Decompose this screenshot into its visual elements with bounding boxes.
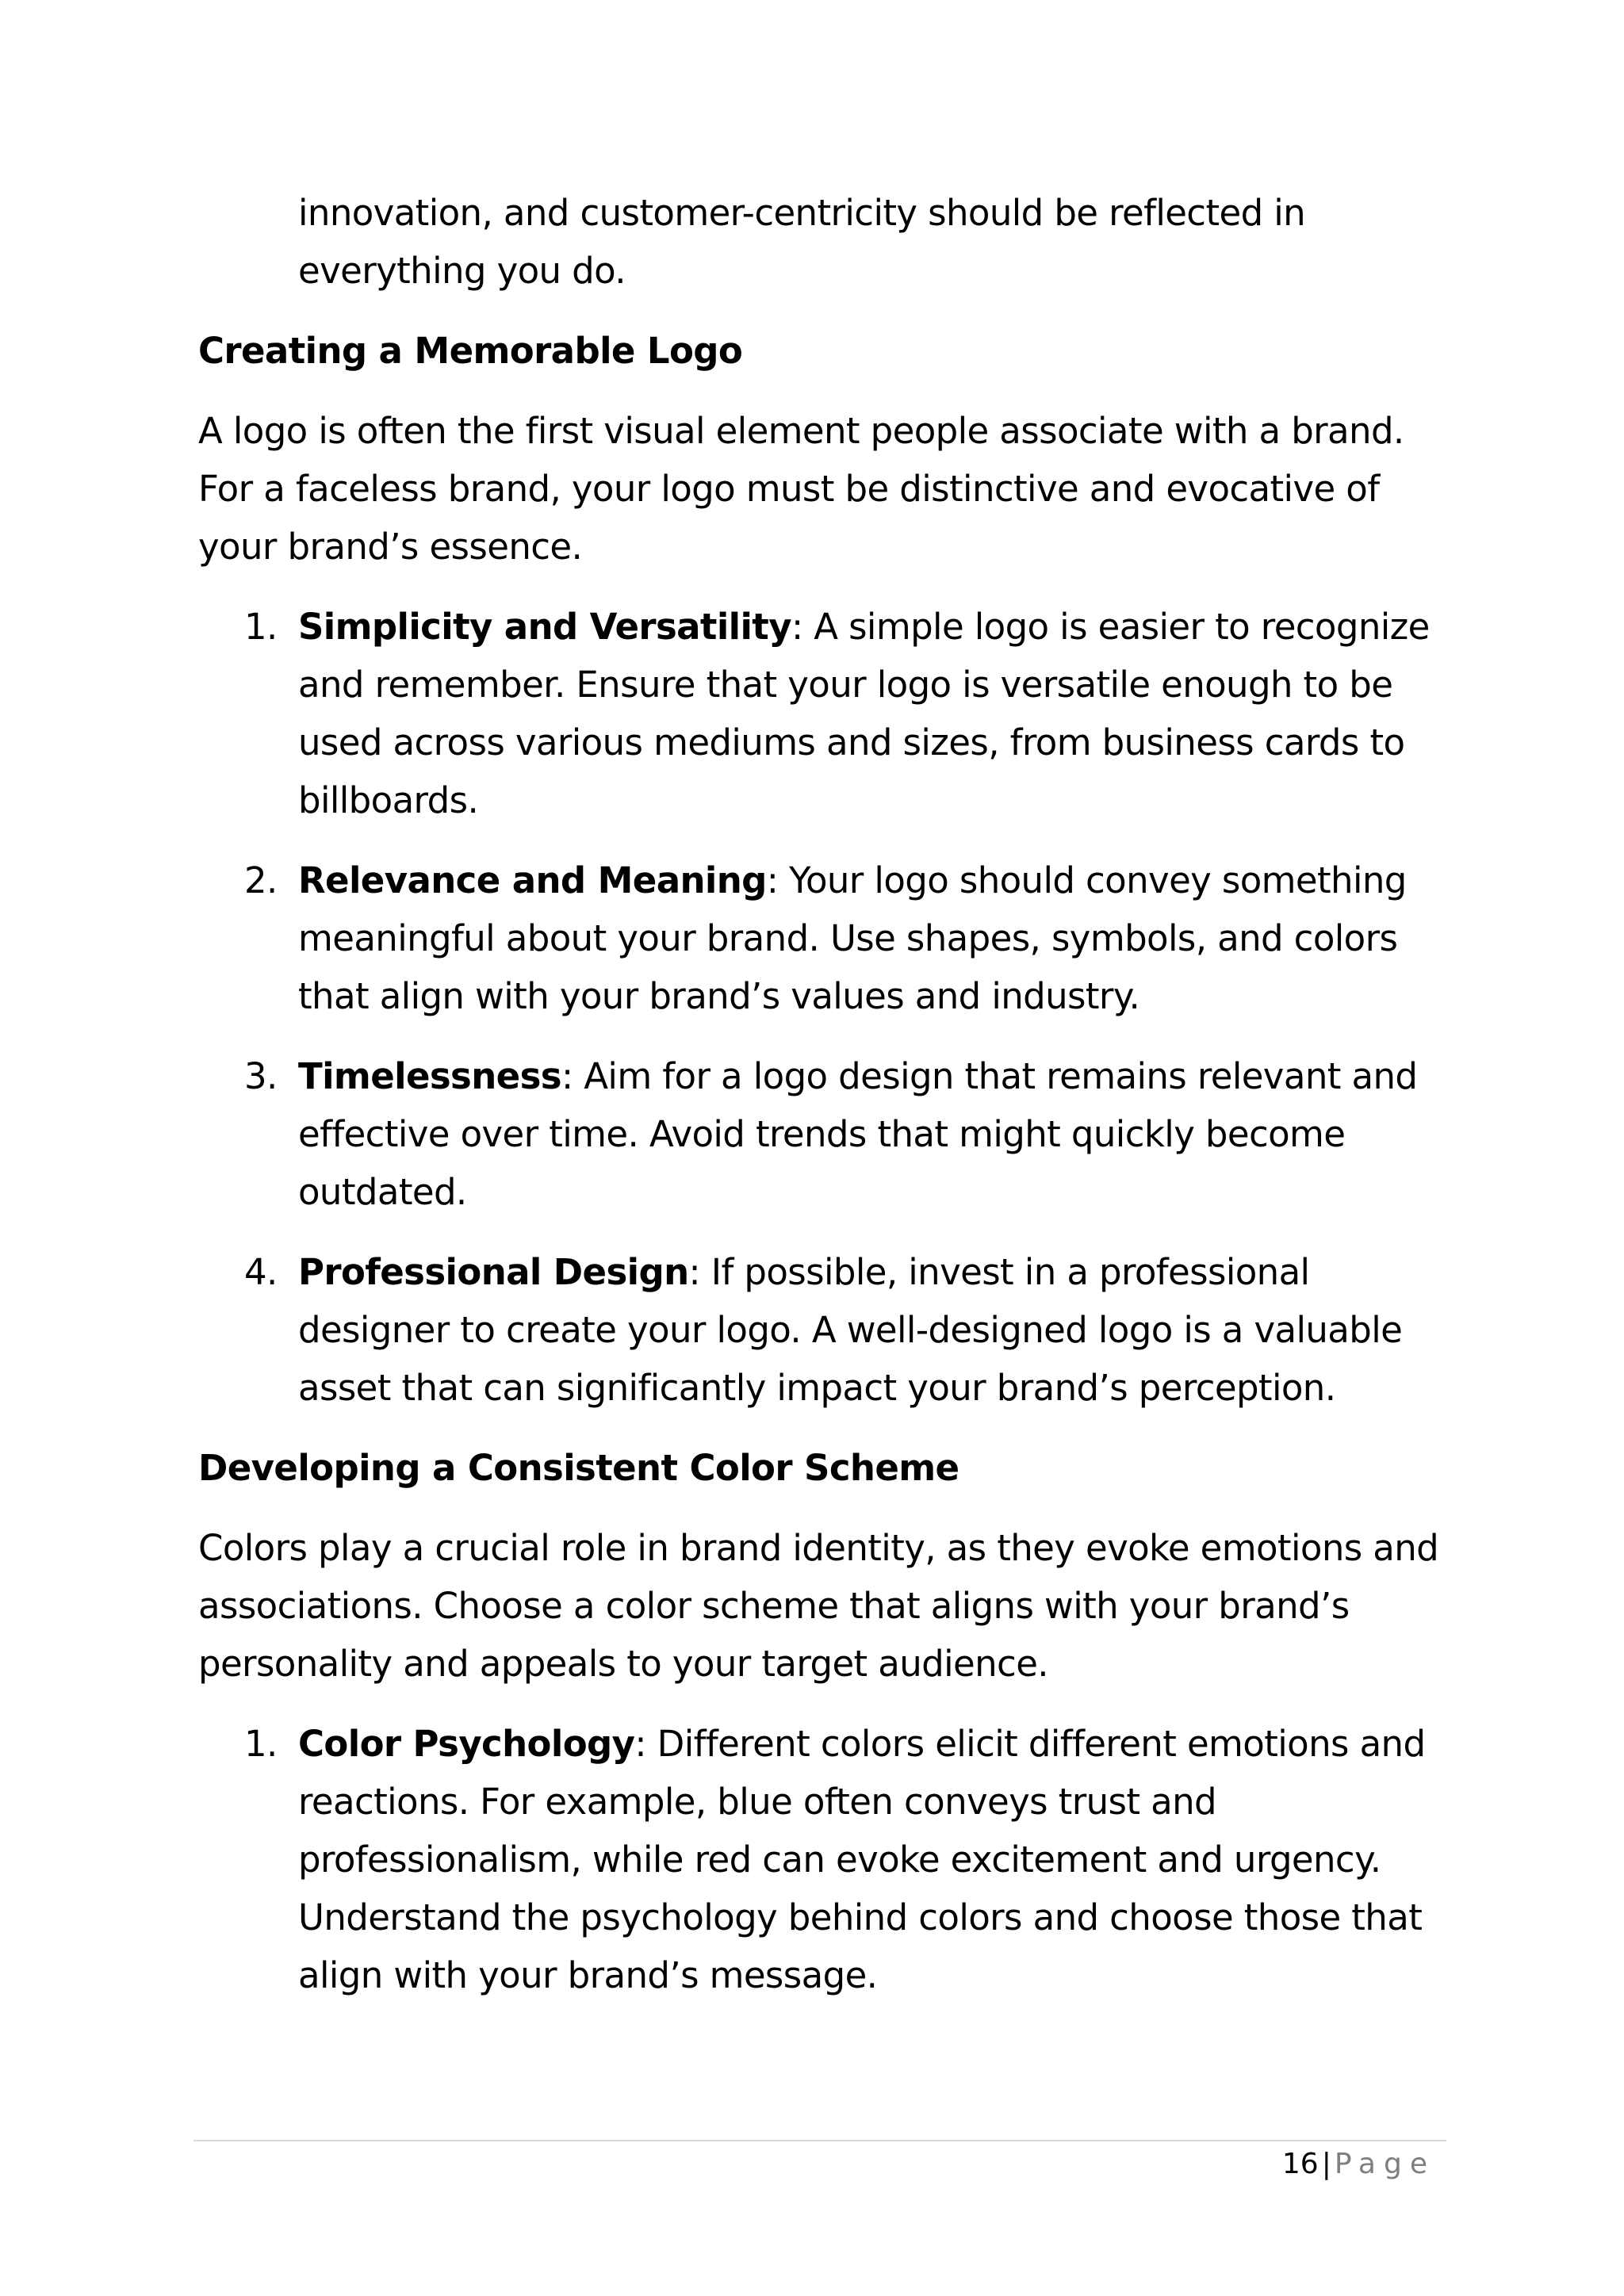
- list-item-term: Professional Design: [298, 1251, 689, 1293]
- list-item-text: : Your logo should convey something meaningful about your brand. Use shapes, symbols, and colors that align with your brand’s values and industry.: [298, 859, 1407, 1017]
- list-item-term: Timelessness: [298, 1055, 561, 1097]
- section-color-scheme: [198, 1439, 1451, 2004]
- list-item-number: 3.: [244, 1055, 278, 1097]
- section-memorable-logo: [198, 322, 1451, 1417]
- list-item-term: Simplicity and Versatility: [298, 606, 791, 648]
- section-intro-paragraph: A logo is often the first visual element people associate with a brand. For a faceless brand, your logo must be distinctive and evocative of your brand’s essence.: [198, 410, 1404, 568]
- list-item-number: 4.: [244, 1251, 278, 1293]
- list-item-text: : Aim for a logo design that remains relevant and effective over time. Avoid trends that might quickly become outdated.: [298, 1055, 1418, 1213]
- list-item: [198, 598, 1451, 829]
- page-number: 16: [1281, 2148, 1319, 2180]
- list-item: [198, 1243, 1451, 1417]
- continued-list-item-text: innovation, and customer-centricity should be reflected in everything you do.: [298, 192, 1306, 292]
- list-item-number: 1.: [244, 606, 278, 648]
- page-label: Page: [1334, 2148, 1435, 2180]
- list-item: [198, 1715, 1451, 2004]
- section-heading: Creating a Memorable Logo: [198, 330, 743, 372]
- list-item-term: Relevance and Meaning: [298, 859, 767, 901]
- list-item: [198, 1047, 1451, 1221]
- section-intro-paragraph: Colors play a crucial role in brand identity, as they evoke emotions and associations. Choose a color scheme that aligns with your brand’s personality and appeals to your target audience.: [198, 1527, 1439, 1685]
- list-item-text: : A simple logo is easier to recognize and remember. Ensure that your logo is versatile enough to be used across various mediums and sizes, from business cards to billboards.: [298, 606, 1430, 821]
- numbered-list: [198, 598, 1451, 1417]
- page-content: [198, 184, 1451, 2026]
- footer-divider: [193, 2140, 1446, 2141]
- footer-separator: |: [1321, 2148, 1331, 2180]
- list-item-text: : Different colors elicit different emotions and reactions. For example, blue often conveys trust and professionalism, while red can evoke excitement and urgency. Understand the psychology behind colors and choose those that align with your brand’s message.: [298, 1723, 1426, 1996]
- list-item-number: 1.: [244, 1723, 278, 1765]
- list-item: [198, 851, 1451, 1025]
- list-item-text: : If possible, invest in a professional designer to create your logo. A well-designed logo is a valuable asset that can significantly impact your brand’s perception.: [298, 1251, 1403, 1409]
- list-item-term: Color Psychology: [298, 1723, 635, 1765]
- section-heading: Developing a Consistent Color Scheme: [198, 1447, 959, 1489]
- list-item-number: 2.: [244, 859, 278, 901]
- page-footer: [1282, 2145, 1435, 2183]
- numbered-list: [198, 1715, 1451, 2004]
